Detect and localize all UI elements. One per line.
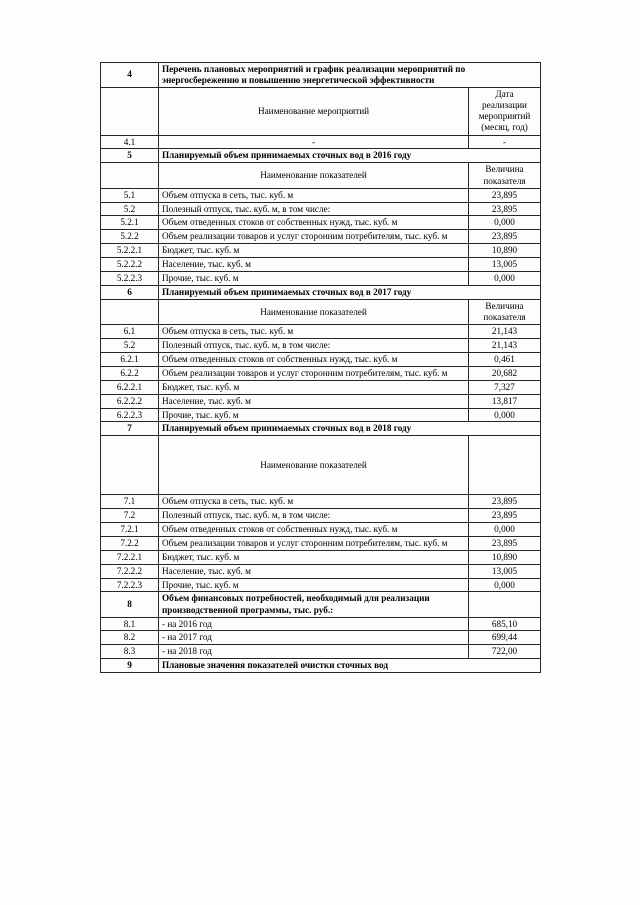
column-header-value: Величина показателя	[469, 299, 541, 324]
table-row	[101, 299, 541, 324]
row-label: Население, тыс. куб. м	[159, 258, 469, 272]
row-number: 8	[101, 592, 159, 617]
row-label: Объем отпуска в сеть, тыс. куб. м	[159, 325, 469, 339]
row-number	[101, 87, 159, 135]
document-table-container	[100, 62, 540, 673]
row-value: 21,143	[469, 339, 541, 353]
row-value: 23,895	[469, 509, 541, 523]
table-row	[101, 422, 541, 436]
row-value: 23,895	[469, 230, 541, 244]
table-row	[101, 230, 541, 244]
row-value: 685,10	[469, 617, 541, 631]
row-number: 8.3	[101, 645, 159, 659]
row-label: Бюджет, тыс. куб. м	[159, 550, 469, 564]
section-title: Объем финансовых потребностей, необходимый для реализации производственной программы, тыс. руб.:	[159, 592, 469, 617]
row-number: 4	[101, 63, 159, 88]
column-header-name: Наименование показателей	[159, 299, 469, 324]
row-value: 13,005	[469, 258, 541, 272]
production-program-table	[100, 62, 541, 673]
row-label: Население, тыс. куб. м	[159, 564, 469, 578]
row-label: - на 2017 год	[159, 631, 469, 645]
row-number: 5.2.2.1	[101, 244, 159, 258]
row-number: 6	[101, 285, 159, 299]
row-number: 4.1	[101, 135, 159, 149]
row-number: 7.2.2.3	[101, 578, 159, 592]
row-number: 8.2	[101, 631, 159, 645]
row-value: 20,682	[469, 366, 541, 380]
row-value: 23,895	[469, 495, 541, 509]
table-row	[101, 394, 541, 408]
table-row	[101, 536, 541, 550]
table-row	[101, 163, 541, 188]
section-title: Планируемый объем принимаемых сточных вод в 2016 году	[159, 149, 541, 163]
table-row	[101, 408, 541, 422]
column-header-value: Дата реализации мероприятий (месяц, год)	[469, 87, 541, 135]
row-label: -	[159, 135, 469, 149]
row-label: - на 2016 год	[159, 617, 469, 631]
row-label: Полезный отпуск, тыс. куб. м, в том числе:	[159, 202, 469, 216]
row-label: Объем отпуска в сеть, тыс. куб. м	[159, 495, 469, 509]
table-row	[101, 202, 541, 216]
row-value: 10,890	[469, 244, 541, 258]
section-title: Планируемый объем принимаемых сточных вод в 2018 году	[159, 422, 541, 436]
table-row	[101, 258, 541, 272]
table-row	[101, 149, 541, 163]
row-number: 5.2.1	[101, 216, 159, 230]
row-number: 7.2.2.2	[101, 564, 159, 578]
row-value: 0,000	[469, 216, 541, 230]
row-value: 0,000	[469, 272, 541, 286]
row-number: 7	[101, 422, 159, 436]
row-label: Объем реализации товаров и услуг сторонним потребителям, тыс. куб. м	[159, 536, 469, 550]
table-row	[101, 617, 541, 631]
row-number: 7.2.2.1	[101, 550, 159, 564]
row-label: Объем отведенных стоков от собственных нужд, тыс. куб. м	[159, 352, 469, 366]
row-label: Объем реализации товаров и услуг сторонним потребителям, тыс. куб. м	[159, 366, 469, 380]
row-value: 13,005	[469, 564, 541, 578]
table-row	[101, 188, 541, 202]
row-label: Объем реализации товаров и услуг сторонним потребителям, тыс. куб. м	[159, 230, 469, 244]
row-number: 5.2	[101, 339, 159, 353]
table-row	[101, 564, 541, 578]
row-value: 0,000	[469, 523, 541, 537]
table-row	[101, 523, 541, 537]
column-header-name: Наименование показателей	[159, 163, 469, 188]
table-row	[101, 509, 541, 523]
row-number: 6.2.2.2	[101, 394, 159, 408]
section-title: Планируемый объем принимаемых сточных вод в 2017 году	[159, 285, 541, 299]
row-label: Население, тыс. куб. м	[159, 394, 469, 408]
table-row	[101, 87, 541, 135]
column-header-name: Наименование показателей	[159, 436, 469, 495]
row-number: 5.2.2.2	[101, 258, 159, 272]
row-label: Полезный отпуск, тыс. куб. м, в том числе:	[159, 509, 469, 523]
table-body	[101, 63, 541, 673]
row-number: 6.1	[101, 325, 159, 339]
table-row	[101, 216, 541, 230]
table-row	[101, 645, 541, 659]
row-number: 8.1	[101, 617, 159, 631]
table-row	[101, 366, 541, 380]
table-row	[101, 436, 541, 495]
row-number: 6.2.1	[101, 352, 159, 366]
row-label: Прочие, тыс. куб. м	[159, 408, 469, 422]
column-header-value	[469, 436, 541, 495]
table-row	[101, 272, 541, 286]
row-label: Прочие, тыс. куб. м	[159, 272, 469, 286]
row-number: 7.2	[101, 509, 159, 523]
row-number: 5	[101, 149, 159, 163]
table-row	[101, 631, 541, 645]
table-row	[101, 495, 541, 509]
row-number: 5.2.2	[101, 230, 159, 244]
row-number	[101, 299, 159, 324]
row-value: 13,817	[469, 394, 541, 408]
row-value: 23,895	[469, 202, 541, 216]
section-title: Перечень плановых мероприятий и график реализации мероприятий по энергосбережению и повышению энергетической эффективности	[159, 63, 541, 88]
row-number: 6.2.2.1	[101, 380, 159, 394]
row-label: Объем отведенных стоков от собственных нужд, тыс. куб. м	[159, 216, 469, 230]
table-row	[101, 244, 541, 258]
table-row	[101, 325, 541, 339]
row-label: Объем отпуска в сеть, тыс. куб. м	[159, 188, 469, 202]
row-number	[101, 163, 159, 188]
row-number: 5.2.2.3	[101, 272, 159, 286]
section-title: Плановые значения показателей очистки сточных вод	[159, 659, 541, 673]
row-number: 7.2.1	[101, 523, 159, 537]
row-number: 7.2.2	[101, 536, 159, 550]
row-value: 722,00	[469, 645, 541, 659]
table-row	[101, 135, 541, 149]
row-label: Прочие, тыс. куб. м	[159, 578, 469, 592]
row-number	[101, 436, 159, 495]
row-value	[469, 592, 541, 617]
row-number: 6.2.2	[101, 366, 159, 380]
row-value: 699,44	[469, 631, 541, 645]
table-row	[101, 659, 541, 673]
row-value: 0,461	[469, 352, 541, 366]
table-row	[101, 380, 541, 394]
row-label: Бюджет, тыс. куб. м	[159, 244, 469, 258]
table-row	[101, 63, 541, 88]
row-value: 0,000	[469, 578, 541, 592]
row-label: - на 2018 год	[159, 645, 469, 659]
row-value: 21,143	[469, 325, 541, 339]
row-value: 0,000	[469, 408, 541, 422]
row-label: Объем отведенных стоков от собственных нужд, тыс. куб. м	[159, 523, 469, 537]
row-number: 5.2	[101, 202, 159, 216]
row-number: 6.2.2.3	[101, 408, 159, 422]
row-label: Полезный отпуск, тыс. куб. м, в том числе:	[159, 339, 469, 353]
row-value: 23,895	[469, 536, 541, 550]
row-value: 7,327	[469, 380, 541, 394]
column-header-value: Величина показателя	[469, 163, 541, 188]
table-row	[101, 352, 541, 366]
row-value: -	[469, 135, 541, 149]
row-label: Бюджет, тыс. куб. м	[159, 380, 469, 394]
row-number: 5.1	[101, 188, 159, 202]
row-value: 10,890	[469, 550, 541, 564]
row-value: 23,895	[469, 188, 541, 202]
table-row	[101, 578, 541, 592]
table-row	[101, 339, 541, 353]
table-row	[101, 550, 541, 564]
row-number: 7.1	[101, 495, 159, 509]
row-number: 9	[101, 659, 159, 673]
table-row	[101, 592, 541, 617]
column-header-name: Наименование мероприятий	[159, 87, 469, 135]
table-row	[101, 285, 541, 299]
